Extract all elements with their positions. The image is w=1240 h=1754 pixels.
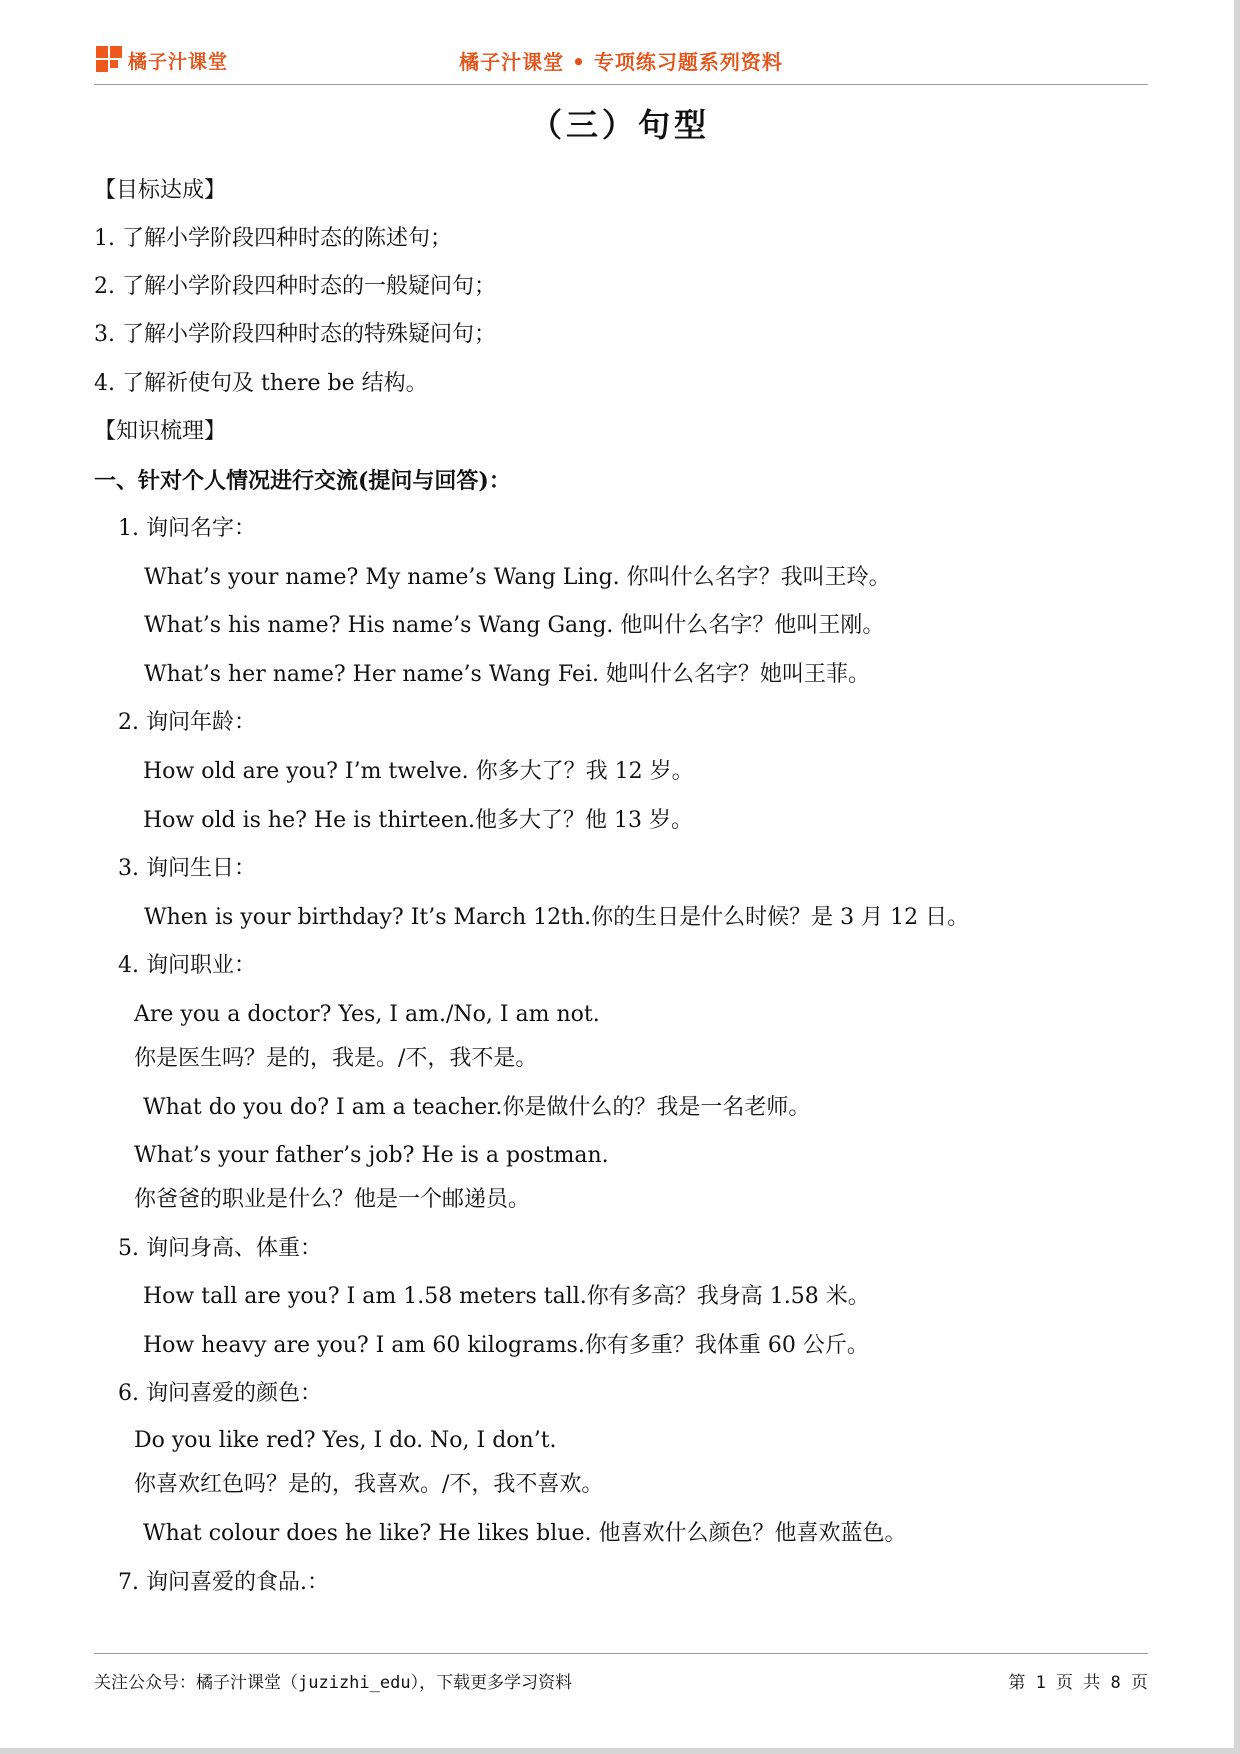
sentence-line: What do you do? I am a teacher.你是做什么的？我是一名老师。 xyxy=(143,1095,811,1120)
sentence-line: Are you a doctor? Yes, I am./No, I am not. xyxy=(134,1002,600,1027)
sentence-line: When is your birthday? It’s March 12th.你的生日是什么时候？是 3 月 12 日。 xyxy=(144,905,970,930)
logo-text: 橘子汁课堂 xyxy=(128,50,229,73)
sentence-line: How tall are you? I am 1.58 meters tall.你有多高？我身高 1.58 米。 xyxy=(143,1284,870,1309)
sentence-line: What’s your father’s job? He is a postman. xyxy=(134,1143,609,1168)
sentence-line: 你是医生吗？是的，我是。/不，我不是。 xyxy=(134,1046,538,1071)
footer-note: 关注公众号：橘子汁课堂（juzizhi_edu），下载更多学习资料 xyxy=(94,1673,573,1693)
page-shadow xyxy=(0,1748,1240,1754)
sentence-line: How old is he? He is thirteen.他多大了？他 13 岁。 xyxy=(143,808,694,833)
page-footer xyxy=(94,1653,1148,1694)
sentence-line: How heavy are you? I am 60 kilograms.你有多重？我体重 60 公斤。 xyxy=(143,1333,869,1358)
goal-item: 1. 了解小学阶段四种时态的陈述句； xyxy=(94,226,452,251)
goal-item: 2. 了解小学阶段四种时态的一般疑问句； xyxy=(94,274,496,299)
sentence-line: What’s his name? His name’s Wang Gang. 他叫什么名字？他叫王刚。 xyxy=(144,613,885,638)
sentence-line: What’s your name? My name’s Wang Ling. 你叫什么名字？我叫王玲。 xyxy=(144,565,891,590)
sentence-line: 你爸爸的职业是什么？他是一个邮递员。 xyxy=(134,1187,531,1212)
sentence-line: Do you like red? Yes, I do. No, I don’t. xyxy=(134,1428,557,1453)
list-item-heading: 5. 询问身高、体重： xyxy=(118,1236,322,1261)
goals-heading: 【目标达成】 xyxy=(94,178,227,203)
page-header xyxy=(94,38,1148,85)
page-title: （三）句型 xyxy=(529,106,710,144)
sentence-line: What colour does he like? He likes blue. 他喜欢什么颜色？他喜欢蓝色。 xyxy=(143,1521,907,1546)
sentence-line: 你喜欢红色吗？是的，我喜欢。/不，我不喜欢。 xyxy=(134,1472,604,1497)
list-item-heading: 1. 询问名字： xyxy=(118,516,256,541)
section-heading: 一、针对个人情况进行交流(提问与回答)： xyxy=(94,468,511,494)
list-item-heading: 7. 询问喜爱的食品.： xyxy=(118,1570,329,1595)
sentence-line: How old are you? I’m twelve. 你多大了？我 12 岁。 xyxy=(143,759,694,784)
list-item-heading: 4. 询问职业： xyxy=(118,953,256,978)
knowledge-heading: 【知识梳理】 xyxy=(94,419,227,444)
goal-item: 4. 了解祈使句及 there be 结构。 xyxy=(94,371,428,396)
sentence-line: What’s her name? Her name’s Wang Fei. 她叫什么名字？她叫王菲。 xyxy=(144,662,870,687)
list-item-heading: 2. 询问年龄： xyxy=(118,710,256,735)
page-number: 第 1 页 共 8 页 xyxy=(1008,1673,1148,1693)
list-item-heading: 3. 询问生日： xyxy=(118,856,256,881)
page-shadow xyxy=(1234,0,1240,1754)
list-item-heading: 6. 询问喜爱的颜色： xyxy=(118,1381,322,1406)
goal-item: 3. 了解小学阶段四种时态的特殊疑问句； xyxy=(94,322,496,347)
header-title: 橘子汁课堂 • 专项练习题系列资料 xyxy=(459,50,783,74)
